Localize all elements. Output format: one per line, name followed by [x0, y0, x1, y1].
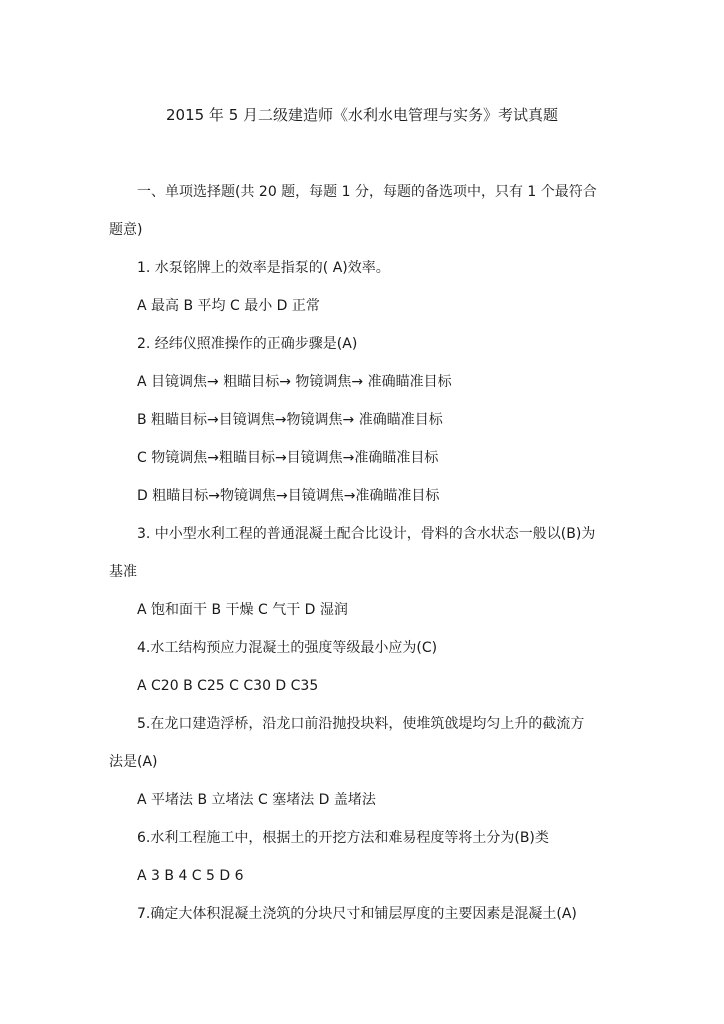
question-2-stem: 2. 经纬仪照准操作的正确步骤是(A)	[137, 336, 358, 352]
section-heading-line2: 题意)	[109, 222, 143, 238]
question-5-options: A 平堵法 B 立堵法 C 塞堵法 D 盖堵法	[137, 792, 376, 808]
question-3-stem-line2: 基准	[109, 564, 137, 580]
question-1-options: A 最高 B 平均 C 最小 D 正常	[137, 298, 320, 314]
question-2-option-b: B 粗瞄目标→目镜调焦→物镜调焦→ 准确瞄准目标	[137, 412, 443, 428]
question-2-option-c: C 物镜调焦→粗瞄目标→目镜调焦→准确瞄准目标	[137, 450, 439, 466]
question-2-option-a: A 目镜调焦→ 粗瞄目标→ 物镜调焦→ 准确瞄准目标	[137, 374, 452, 390]
question-6-options: A 3 B 4 C 5 D 6	[137, 868, 244, 884]
question-4-stem: 4.水工结构预应力混凝土的强度等级最小应为(C)	[137, 640, 438, 656]
question-6-stem: 6.水利工程施工中，根据土的开挖方法和难易程度等将土分为(B)类	[137, 830, 549, 846]
section-heading-line1: 一、单项选择题(共 20 题，每题 1 分，每题的备选项中，只有 1 个最符合	[137, 184, 597, 200]
question-7-stem: 7.确定大体积混凝土浇筑的分块尺寸和铺层厚度的主要因素是混凝土(A)	[137, 906, 577, 922]
question-4-options: A C20 B C25 C C30 D C35	[137, 678, 319, 694]
question-2-option-d: D 粗瞄目标→物镜调焦→目镜调焦→准确瞄准目标	[137, 488, 440, 504]
page-title: 2015 年 5 月二级建造师《水利水电管理与实务》考试真题	[165, 106, 559, 124]
question-3-stem-line1: 3. 中小型水利工程的普通混凝土配合比设计，骨料的含水状态一般以(B)为	[137, 526, 596, 542]
question-1-stem: 1. 水泵铭牌上的效率是指泵的( A)效率。	[137, 260, 390, 276]
question-3-options: A 饱和面干 B 干燥 C 气干 D 湿润	[137, 602, 348, 618]
question-5-stem-line2: 法是(A)	[109, 754, 158, 770]
question-5-stem-line1: 5.在龙口建造浮桥，沿龙口前沿抛投块料，使堆筑戗堤均匀上升的截流方	[137, 716, 585, 732]
